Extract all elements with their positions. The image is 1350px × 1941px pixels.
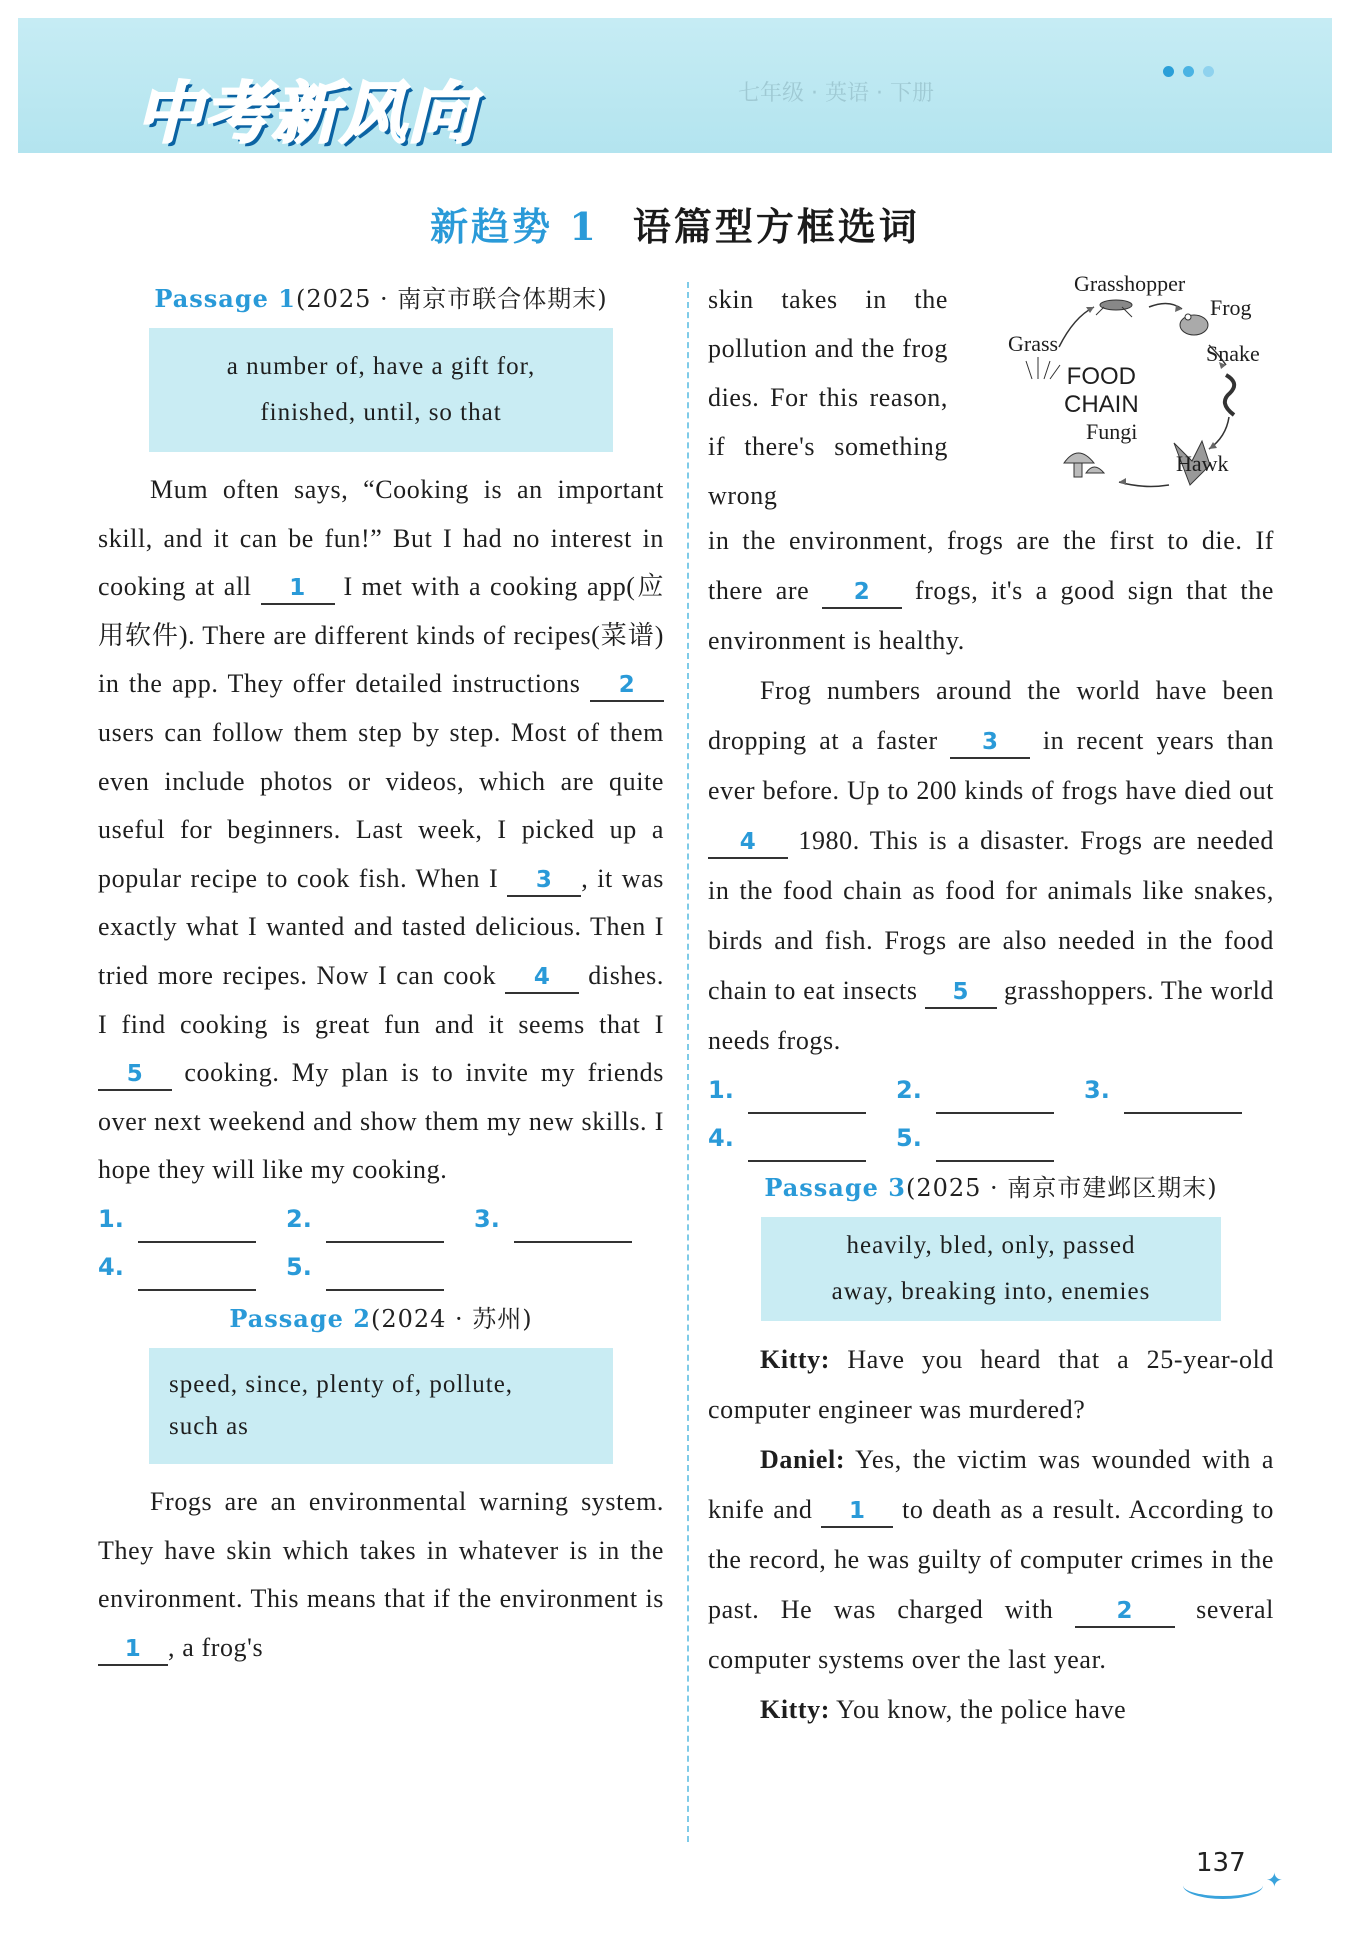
food-chain-center-label [1064,363,1139,419]
passage1-word-box [149,328,613,452]
passage1-answer-lines [98,1195,664,1291]
text-segment: You know, the police have [830,1695,1127,1724]
banner-dots-decoration [1163,66,1214,77]
text-segment: 1980. This is a disaster. Frogs are needed in the food chain as food for animals like snakes, birds and fish. Frogs are also needed in the food chain to eat insects [708,826,1274,1005]
dialogue-line-daniel-1 [708,1435,1274,1685]
text-segment: grasshoppers. The world needs frogs. [708,976,1274,1055]
right-column [708,271,1275,1735]
passage1-text [98,466,664,1195]
header-banner [18,18,1332,153]
blank-5[interactable]: 5 [925,977,997,1009]
dialogue-line-kitty-2 [708,1685,1274,1735]
answer-slot[interactable] [474,1195,662,1243]
passage1-source: (2025 · 南京市联合体期末) [295,285,608,313]
text-segment: to death as a result. According to the record, he was guilty of computer crimes in the past. He was charged with [708,1495,1274,1624]
page-number: 137 [1196,1848,1246,1878]
answer-slot[interactable] [98,1243,286,1291]
star-icon: ✦ [1266,1870,1283,1892]
page-number-decoration [1183,1872,1263,1899]
speaker-kitty: Kitty: [760,1695,831,1724]
text-segment: Mum often says, “Cooking is an important skill, and it can be fun!” But I had no interest in cooking at all [98,475,664,602]
word-box-line: away, breaking into, enemies [831,1278,1151,1305]
blank-1[interactable]: 1 [261,573,335,605]
text-segment: frogs, it's a good sign that the environment is healthy. [708,576,1274,655]
answer-number: 5. [896,1124,922,1152]
answer-slot[interactable] [286,1195,474,1243]
blank-4[interactable]: 4 [505,962,579,994]
answer-slot[interactable] [708,1066,896,1114]
answer-number: 1. [98,1204,124,1233]
column-divider [687,282,689,1842]
arrow-hawk-to-fungi [1119,482,1169,486]
passage3-source: (2025 · 南京市建邺区期末) [905,1174,1218,1202]
food-chain-figure [1004,267,1274,507]
blank-2[interactable]: 2 [822,577,902,609]
text-segment: cooking. My plan is to invite my friends over next weekend and show them my new skills. I hope they will like my cooking. [98,1058,664,1185]
blank-3[interactable]: 3 [950,727,1030,759]
topic-label: 语篇型方框选词 [632,204,920,249]
passage2-continued [708,271,1274,520]
text-segment: Yes, the victim was wounded with a knife and [708,1445,1274,1524]
page-title [0,196,1350,251]
text-segment: I met with a cooking app(应用软件). There are different kinds of recipes(菜谱) in the app. They offer detailed instructions [98,572,665,699]
answer-slot[interactable] [1084,1066,1272,1114]
banner-faint-text: 七年级 · 英语 · 下册 [738,81,934,106]
answer-slot[interactable] [98,1195,286,1243]
passage2-text-part4 [708,666,1274,1066]
passage2-source: (2024 · 苏州) [370,1304,533,1333]
blank-1[interactable]: 1 [98,1634,168,1666]
answer-slot[interactable] [896,1114,1084,1162]
answer-slot[interactable] [286,1243,474,1291]
label-chain: CHAIN [1064,391,1139,418]
label-hawk: Hawk [1176,451,1229,476]
text-segment: dishes. I find cooking is great fun and it seems that I [98,960,664,1039]
text-segment: , it was exactly what I wanted and tasted delicious. Then I tried more recipes. Now I can cook [98,863,664,990]
answer-number: 4. [98,1252,124,1281]
word-box-line: finished, until, so that [260,399,502,426]
label-grasshopper: Grasshopper [1074,271,1186,296]
dialogue-line-kitty-1 [708,1335,1274,1435]
snake-icon [1225,375,1234,415]
answer-number: 5. [286,1252,312,1281]
answer-number: 3. [474,1204,500,1233]
blank-3[interactable]: 3 [507,865,581,897]
mushroom-icon [1064,453,1104,477]
grasshopper-icon [1096,300,1132,317]
speaker-daniel: Daniel: [760,1445,846,1474]
blank-1[interactable]: 1 [821,1496,893,1528]
speaker-kitty: Kitty: [760,1345,831,1374]
passage2-text-part1 [98,1478,664,1672]
trend-label: 新趋势 1 [430,204,599,249]
label-grass: Grass [1008,331,1059,356]
answer-number: 2. [286,1204,312,1233]
text-segment: Have you heard that a 25-year-old computer engineer was murdered? [708,1345,1274,1424]
left-column [98,275,664,1672]
passage3-heading [708,1168,1274,1203]
passage2-name: Passage 2 [229,1303,371,1333]
answer-number: 1. [708,1076,734,1104]
word-box-line: speed, since, plenty of, pollute, [169,1370,514,1398]
text-segment: , a frog's [168,1632,264,1662]
answer-number: 2. [896,1076,922,1104]
word-box-line: such as [169,1412,249,1440]
text-segment: Frogs are an environmental warning system. They have skin which takes in whatever is in the environment. This means that if the environment is [98,1486,664,1614]
passage1-heading [98,279,664,314]
label-snake: Snake [1206,341,1260,366]
answer-number: 4. [708,1124,734,1152]
answer-slot[interactable] [708,1114,896,1162]
arrow-grass-to-grasshopper [1059,307,1094,347]
text-segment: in the environment, frogs are the first to die. If there are [708,526,1274,605]
grass-icon [1026,357,1060,379]
passage3-name: Passage 3 [764,1173,906,1202]
passage2-word-box [149,1348,613,1464]
passage3-word-box [761,1217,1221,1321]
passage1-name: Passage 1 [154,284,296,313]
word-box-line: heavily, bled, only, passed [846,1232,1136,1259]
passage2-text-part3 [708,516,1274,666]
label-food: FOOD [1066,363,1136,390]
frog-icon [1180,314,1208,335]
blank-2[interactable]: 2 [590,670,664,702]
passage2-answer-lines [708,1066,1274,1162]
word-box-line: a number of, have a gift for, [226,353,536,380]
passage2-heading [98,1299,664,1334]
label-frog: Frog [1210,295,1252,320]
answer-number: 3. [1084,1076,1110,1104]
answer-slot[interactable] [896,1066,1084,1114]
text-segment: Frog numbers around the world have been dropping at a faster [708,676,1274,755]
blank-2[interactable]: 2 [1075,1596,1175,1628]
passage2-text-part2: skin takes in the pollution and the frog dies. For this reason, if there's something wrong [708,285,948,510]
text-segment: users can follow them step by step. Most of them even include photos or videos, which are quite useful for beginners. Last week, I picked up a popular recipe to cook fish. When I [98,717,664,893]
banner-title: 中考新风向 [136,75,476,152]
blank-5[interactable]: 5 [98,1059,172,1091]
text-segment: several computer systems over the last year. [708,1595,1275,1674]
text-segment: in recent years than ever before. Up to 200 kinds of frogs have died out [708,726,1275,805]
label-fungi: Fungi [1086,419,1138,444]
blank-4[interactable]: 4 [708,827,788,859]
